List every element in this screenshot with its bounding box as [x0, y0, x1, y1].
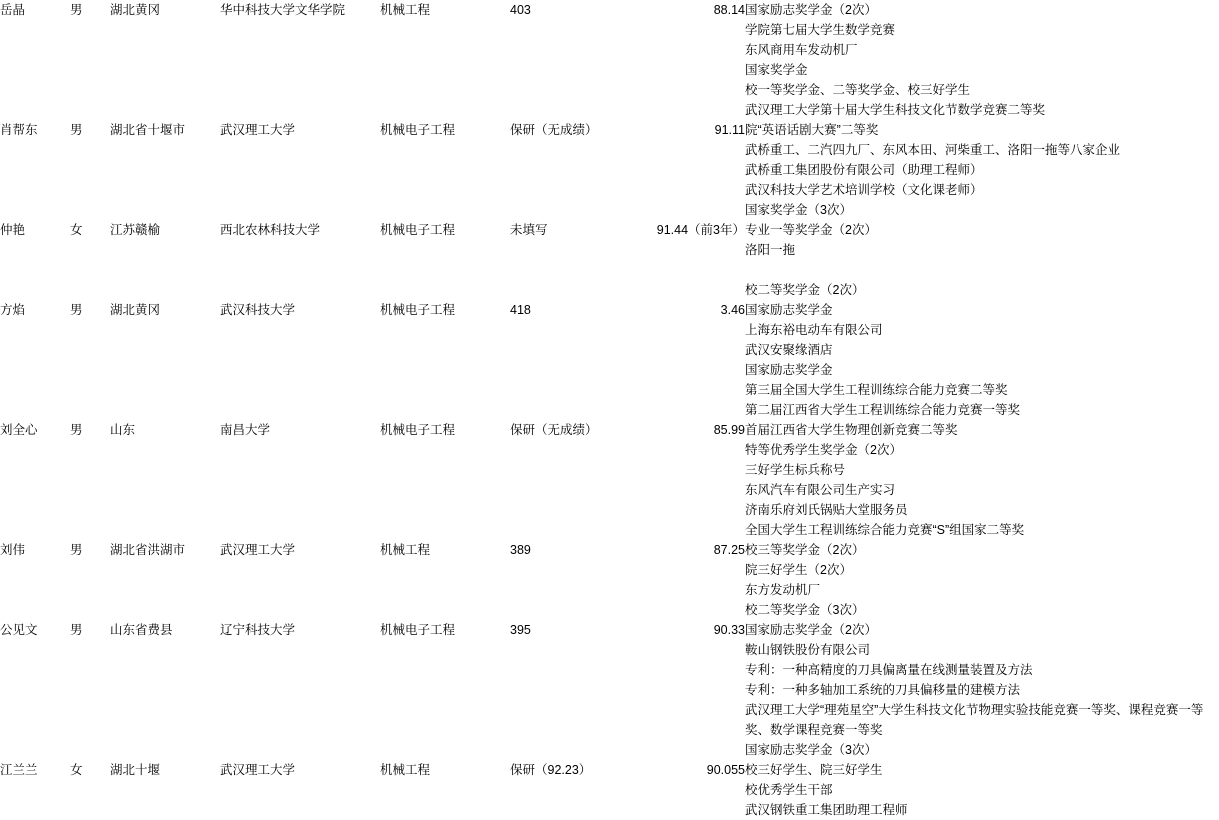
- note-line: 三好学生标兵称号: [745, 463, 846, 477]
- cell-major: 机械工程: [380, 763, 431, 777]
- note-line: 国家励志奖学金: [745, 363, 833, 377]
- note-line: 上海东裕电动车有限公司: [745, 323, 883, 337]
- cell-origin: 山东省费县: [110, 623, 173, 637]
- note-line: 济南乐府刘氏锅贴大堂服务员: [745, 503, 908, 517]
- note-line: 国家励志奖学金（2次）: [745, 3, 877, 17]
- note-line: 东风商用车发动机厂: [745, 43, 858, 57]
- table-row[interactable]: [0, 0, 1219, 120]
- cell-origin: 湖北十堰: [110, 763, 161, 777]
- cell-school: 武汉理工大学: [220, 123, 296, 137]
- cell-school: 武汉科技大学: [220, 303, 296, 317]
- note-line: 国家奖学金: [745, 63, 808, 77]
- table-row[interactable]: [0, 420, 1219, 540]
- cell-origin: 湖北黄冈: [110, 3, 161, 17]
- note-line: 院“英语话剧大赛”二等奖: [745, 123, 879, 137]
- note-line: 专业一等奖学金（2次）: [745, 223, 877, 237]
- cell-name: 公见文: [0, 623, 38, 637]
- table-row[interactable]: [0, 620, 1219, 760]
- cell-rank: 395: [510, 623, 531, 637]
- note-line: 国家励志奖学金（3次）: [745, 743, 877, 757]
- cell-sex: 男: [70, 543, 83, 557]
- cell-notes: [745, 120, 1219, 220]
- note-line: 校一等奖学金、二等奖学金、校三好学生: [745, 83, 971, 97]
- note-line: 第二届江西省大学生工程训练综合能力竞赛一等奖: [745, 403, 1021, 417]
- note-line: 专利：一种高精度的刀具偏离量在线测量装置及方法: [745, 663, 1033, 677]
- cell-notes: [745, 420, 1219, 540]
- cell-notes: [745, 0, 1219, 120]
- note-line: 专利：一种多轴加工系统的刀具偏移量的建模方法: [745, 683, 1021, 697]
- note-line: 特等优秀学生奖学金（2次）: [745, 443, 902, 457]
- cell-name: 方焰: [0, 303, 26, 317]
- cell-origin: 山东: [110, 423, 136, 437]
- cell-score: 91.11: [714, 123, 745, 137]
- cell-notes: [745, 540, 1219, 620]
- cell-major: 机械工程: [380, 3, 431, 17]
- cell-major: 机械工程: [380, 543, 431, 557]
- note-line: 武汉理工大学“理苑星空”大学生科技文化节物理实验技能竞赛一等奖、课程竞赛一等: [745, 703, 1204, 717]
- note-line: 武桥重工集团股份有限公司（助理工程师）: [745, 163, 983, 177]
- cell-score: 90.33: [713, 623, 745, 637]
- cell-rank: 未填写: [510, 223, 548, 237]
- note-line: 第三届全国大学生工程训练综合能力竞赛二等奖: [745, 383, 1008, 397]
- cell-score: 91.44（前3年）: [656, 223, 745, 237]
- cell-notes: [745, 220, 1219, 300]
- note-line: 院三好学生（2次）: [745, 563, 852, 577]
- note-line: 奖、数学课程竞赛一等奖: [745, 723, 883, 737]
- cell-origin: 江苏赣榆: [110, 223, 161, 237]
- cell-rank: 418: [510, 303, 531, 317]
- cell-rank: 389: [510, 543, 531, 557]
- cell-school: 华中科技大学文华学院: [220, 3, 346, 17]
- cell-score: 90.055: [706, 763, 745, 777]
- cell-sex: 男: [70, 123, 83, 137]
- cell-major: 机械电子工程: [380, 423, 456, 437]
- note-line: 鞍山钢铁股份有限公司: [745, 643, 871, 657]
- cell-school: 武汉理工大学: [220, 543, 296, 557]
- cell-name: 刘伟: [0, 543, 26, 557]
- note-line: 校二等奖学金（3次）: [745, 603, 865, 617]
- cell-origin: 湖北省洪湖市: [110, 543, 186, 557]
- note-line: 校二等奖学金（2次）: [745, 283, 865, 297]
- cell-sex: 男: [70, 423, 83, 437]
- cell-name: 肖帮东: [0, 123, 38, 137]
- cell-major: 机械电子工程: [380, 223, 456, 237]
- note-line: 学院第七届大学生数学竞赛: [745, 23, 896, 37]
- cell-sex: 女: [70, 223, 83, 237]
- table-row[interactable]: [0, 300, 1219, 420]
- cell-notes: [745, 620, 1219, 760]
- cell-score: 87.25: [713, 543, 745, 557]
- note-line: 校三好学生、院三好学生: [745, 763, 883, 777]
- cell-origin: 湖北黄冈: [110, 303, 161, 317]
- cell-notes: [745, 760, 1219, 820]
- cell-major: 机械电子工程: [380, 623, 456, 637]
- cell-school: 辽宁科技大学: [220, 623, 296, 637]
- note-line: 国家励志奖学金: [745, 303, 833, 317]
- cell-sex: 男: [70, 623, 83, 637]
- table-row[interactable]: [0, 120, 1219, 220]
- note-line: 武汉理工大学第十届大学生科技文化节数学竞赛二等奖: [745, 103, 1046, 117]
- note-line: 洛阳一拖: [745, 243, 796, 257]
- cell-major: 机械电子工程: [380, 303, 456, 317]
- cell-rank: 403: [510, 3, 531, 17]
- note-line: 东风汽车有限公司生产实习: [745, 483, 896, 497]
- table-row[interactable]: [0, 760, 1219, 820]
- cell-name: 岳晶: [0, 3, 26, 17]
- table-row[interactable]: [0, 540, 1219, 620]
- note-line: 全国大学生工程训练综合能力竞赛“S”组国家二等奖: [745, 523, 1025, 537]
- note-line: 武汉科技大学艺术培训学校（文化课老师）: [745, 183, 983, 197]
- cell-origin: 湖北省十堰市: [110, 123, 186, 137]
- note-line: 国家奖学金（3次）: [745, 203, 852, 217]
- cell-school: 西北农林科技大学: [220, 223, 321, 237]
- cell-major: 机械电子工程: [380, 123, 456, 137]
- cell-score: 3.46: [720, 303, 745, 317]
- cell-score: 88.14: [713, 3, 745, 17]
- cell-school: 南昌大学: [220, 423, 271, 437]
- note-line: [745, 260, 1219, 280]
- note-line: 武汉钢铁重工集团助理工程师: [745, 803, 908, 817]
- cell-score: 85.99: [713, 423, 745, 437]
- cell-rank: 保研（无成绩）: [510, 123, 598, 137]
- cell-notes: [745, 300, 1219, 420]
- note-line: 武桥重工、二汽四九厂、东风本田、河柴重工、洛阳一拖等八家企业: [745, 143, 1121, 157]
- note-line: 国家励志奖学金（2次）: [745, 623, 877, 637]
- cell-rank: 保研（92.23）: [510, 763, 592, 777]
- cell-sex: 女: [70, 763, 83, 777]
- note-line: 首届江西省大学生物理创新竞赛二等奖: [745, 423, 958, 437]
- cell-rank: 保研（无成绩）: [510, 423, 598, 437]
- note-line: 校三等奖学金（2次）: [745, 543, 865, 557]
- note-line: 东方发动机厂: [745, 583, 821, 597]
- cell-sex: 男: [70, 3, 83, 17]
- note-line: 校优秀学生干部: [745, 783, 833, 797]
- cell-name: 江兰兰: [0, 763, 38, 777]
- cell-name: 仲艳: [0, 223, 26, 237]
- cell-sex: 男: [70, 303, 83, 317]
- cell-school: 武汉理工大学: [220, 763, 296, 777]
- table-row[interactable]: [0, 220, 1219, 300]
- note-line: 武汉安聚缘酒店: [745, 343, 833, 357]
- cell-name: 刘全心: [0, 423, 38, 437]
